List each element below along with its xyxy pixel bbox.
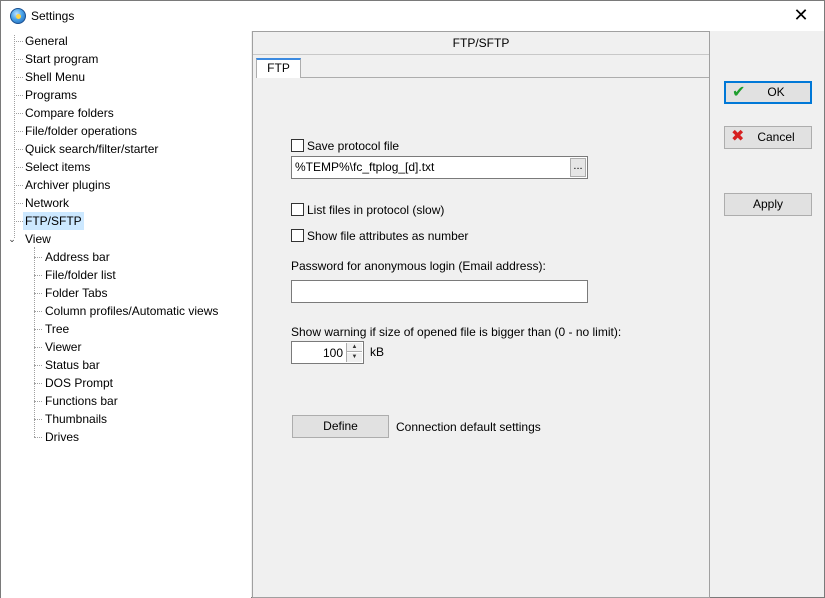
tree-item-archiver-plugins[interactable]: Archiver plugins <box>25 178 111 192</box>
x-icon: ✖ <box>731 128 745 145</box>
browse-button[interactable]: ... <box>570 158 586 177</box>
tree-connector <box>34 419 42 420</box>
tree-item-functions-bar[interactable]: Functions bar <box>45 394 118 408</box>
window-title: Settings <box>31 9 75 23</box>
tree-connector <box>34 293 42 294</box>
password-label: Password for anonymous login (Email address): <box>291 259 546 273</box>
show-attrs-label: Show file attributes as number <box>307 228 469 243</box>
close-button[interactable] <box>778 1 824 31</box>
tab-divider <box>301 77 709 78</box>
stepper-buttons <box>346 343 362 362</box>
tree-item-programs[interactable]: Programs <box>25 88 78 102</box>
tree-item-shell-menu[interactable]: Shell Menu <box>25 70 86 84</box>
tree-connector <box>14 35 15 238</box>
tree-item-address-bar[interactable]: Address bar <box>45 250 110 264</box>
tree-item-thumbnails[interactable]: Thumbnails <box>45 412 108 426</box>
cancel-button[interactable] <box>724 126 812 149</box>
check-icon: ✔ <box>732 84 746 101</box>
apply-button[interactable]: Apply <box>724 193 812 216</box>
tree-connector <box>34 365 42 366</box>
tree-connector <box>14 167 23 168</box>
ftp-settings-panel <box>252 31 710 598</box>
save-protocol-row[interactable] <box>291 138 399 154</box>
tree-connector <box>14 59 23 60</box>
tree-connector <box>34 311 42 312</box>
tree-connector <box>14 185 23 186</box>
size-stepper[interactable] <box>291 341 364 364</box>
page-title: FTP/SFTP <box>253 32 709 55</box>
tree-connector <box>14 77 23 78</box>
tree-item-folder-tabs[interactable]: Folder Tabs <box>45 286 108 300</box>
tree-connector <box>14 41 23 42</box>
tab-ftp[interactable]: FTP <box>256 58 301 78</box>
tree-item-tree[interactable]: Tree <box>45 322 70 336</box>
tree-item-viewer[interactable]: Viewer <box>45 340 82 354</box>
tree-connector <box>14 131 23 132</box>
tree-item-dos-prompt[interactable]: DOS Prompt <box>45 376 114 390</box>
list-files-row[interactable] <box>291 202 444 218</box>
tree-item-status-bar[interactable]: Status bar <box>45 358 100 372</box>
tree-item-column-profiles[interactable]: Column profiles/Automatic views <box>45 304 219 318</box>
tree-connector <box>14 149 23 150</box>
save-protocol-label: Save protocol file <box>307 138 400 153</box>
tree-item-general[interactable]: General <box>25 34 68 48</box>
size-value: 100 <box>322 346 343 360</box>
ok-label: OK <box>767 85 785 99</box>
tree-connector <box>34 437 42 438</box>
stepper-down-icon[interactable]: ▼ <box>347 353 362 362</box>
tree-item-quick-search[interactable]: Quick search/filter/starter <box>25 142 159 156</box>
list-files-label: List files in protocol (slow) <box>307 202 445 217</box>
tree-connector <box>34 383 42 384</box>
tree-connector <box>34 329 42 330</box>
show-attrs-checkbox[interactable] <box>291 229 304 242</box>
protocol-file-input[interactable] <box>291 156 588 179</box>
tree-connector <box>14 113 23 114</box>
tree-item-view[interactable]: View <box>25 232 51 246</box>
tree-connector <box>34 257 42 258</box>
close-icon: ✕ <box>793 5 809 25</box>
tree-connector <box>14 95 23 96</box>
tree-item-compare-folders[interactable]: Compare folders <box>25 106 114 120</box>
list-files-checkbox[interactable] <box>291 203 304 216</box>
tree-connector <box>34 347 42 348</box>
define-button[interactable]: Define <box>292 415 389 438</box>
size-unit-label: kB <box>370 345 385 359</box>
connection-label: Connection default settings <box>396 420 541 434</box>
tree-item-file-folder-list[interactable]: File/folder list <box>45 268 116 282</box>
tree-item-select-items[interactable]: Select items <box>25 160 91 174</box>
save-protocol-checkbox[interactable] <box>291 139 304 152</box>
warning-label: Show warning if size of opened file is bigger than (0 - no limit): <box>291 325 622 339</box>
app-icon <box>10 8 26 24</box>
tree-item-network[interactable]: Network <box>25 196 70 210</box>
settings-tree <box>1 31 251 598</box>
stepper-up-icon[interactable]: ▲ <box>347 343 362 352</box>
protocol-file-value: %TEMP%\fc_ftplog_[d].txt <box>295 160 435 174</box>
title-bar <box>1 1 824 31</box>
tree-connector <box>34 401 42 402</box>
cancel-label: Cancel <box>757 130 795 144</box>
tree-item-start-program[interactable]: Start program <box>25 52 99 66</box>
tree-connector <box>34 275 42 276</box>
ok-button[interactable] <box>724 81 812 104</box>
show-attrs-row[interactable] <box>291 228 468 244</box>
tree-item-drives[interactable]: Drives <box>45 430 80 444</box>
tree-connector <box>14 221 23 222</box>
chevron-down-icon[interactable]: ⌄ <box>8 234 16 244</box>
tree-item-file-folder-operations[interactable]: File/folder operations <box>25 124 138 138</box>
tree-item-ftp-sftp[interactable]: FTP/SFTP <box>25 214 82 228</box>
tree-connector <box>14 203 23 204</box>
password-input[interactable] <box>291 280 588 303</box>
